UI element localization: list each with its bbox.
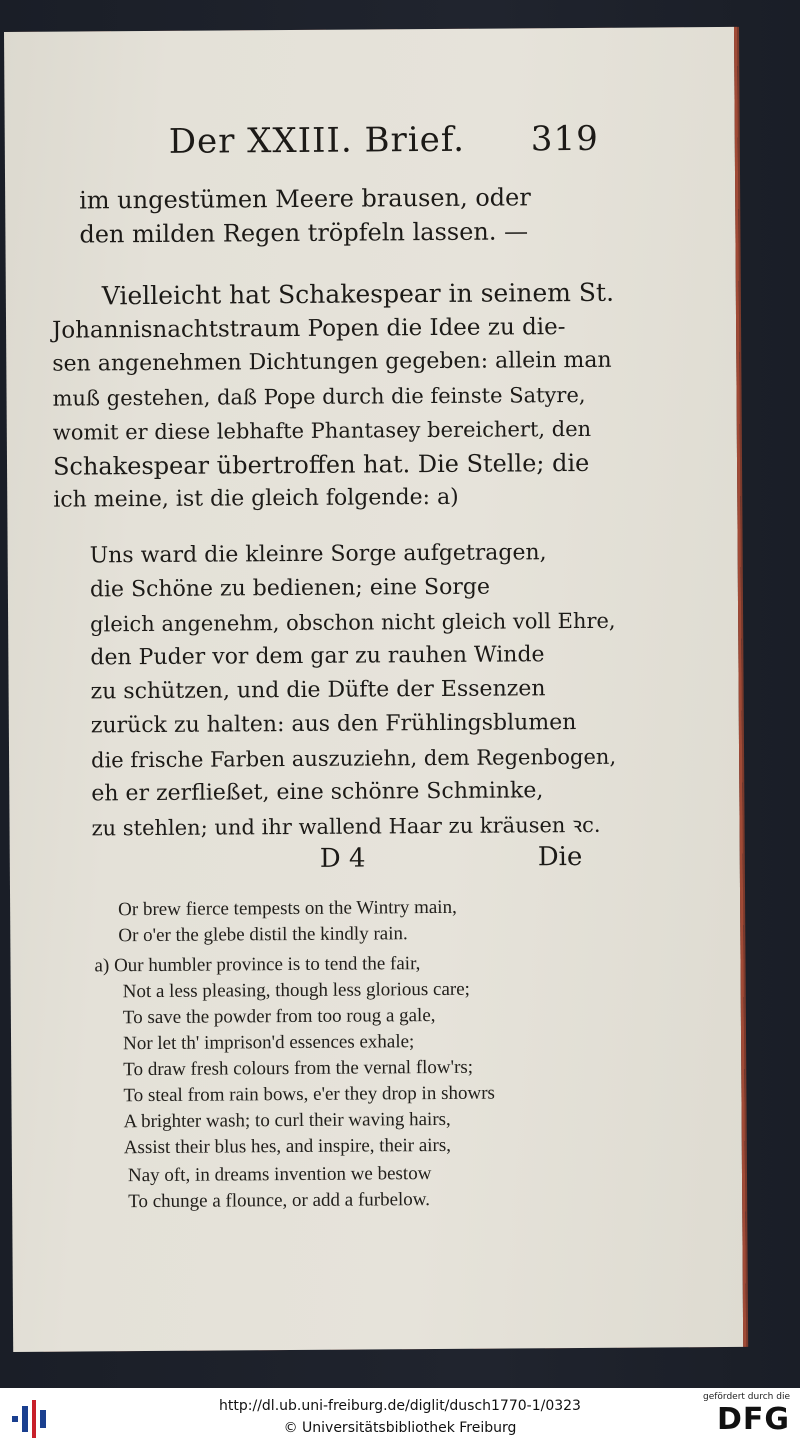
text-line: im ungestümen Meere brausen, oder	[79, 183, 531, 215]
viewer-footer	[0, 1388, 800, 1446]
text-line: ich meine, ist die gleich folgende: a)	[53, 484, 459, 513]
text-line: Schakespear übertroffen hat. Die Stelle; die	[52, 448, 590, 481]
dfg-funding-note: gefördert durch die	[703, 1392, 790, 1402]
english-footnote-line: Nor let th' imprison'd essences exhale;	[122, 1031, 415, 1055]
verse-line: zu schützen, und die Düfte der Essenzen	[90, 676, 546, 705]
text-line: muß gestehen, daß Pope durch die feinste Satyre,	[52, 382, 586, 411]
english-footnote-line: Assist their blus hes, and inspire, their airs,	[123, 1134, 452, 1159]
english-footnote-line: a) Our humbler province is to tend the fair,	[94, 953, 421, 977]
verse-line: gleich angenehm, obschon nicht gleich voll Ehre,	[90, 608, 616, 637]
header-title: Der XXIII. Brief.	[168, 119, 466, 162]
text-line: Johannisnachtstraum Popen die Idee zu die-	[51, 314, 566, 344]
text-line: den milden Regen tröpfeln lassen. —	[79, 217, 529, 249]
english-footnote-line: Or brew fierce tempests on the Wintry main,	[118, 896, 457, 921]
english-footnote-line: To chunge a flounce, or add a furbelow.	[128, 1189, 431, 1213]
catchword: Die	[537, 841, 583, 873]
verse-line: zurück zu halten: aus den Frühlingsblumen	[90, 710, 577, 739]
permalink-url[interactable]: http://dl.ub.uni-freiburg.de/diglit/dusch1770-1/0323	[219, 1398, 581, 1414]
verse-line: den Puder vor dem gar zu rauhen Winde	[90, 642, 545, 671]
verse-line: die Schöne zu bedienen; eine Sorge	[89, 574, 491, 603]
copyright-notice: © Universitätsbibliothek Freiburg	[283, 1420, 517, 1436]
text-line: sen angenehmen Dichtungen gegeben: allein man	[52, 347, 612, 377]
verse-line: die frische Farben auszuziehn, dem Regenbogen,	[91, 744, 617, 773]
english-footnote-line: Nay oft, in dreams invention we bestow	[127, 1163, 432, 1187]
english-footnote-line: Not a less pleasing, though less glorious care;	[122, 978, 470, 1003]
english-footnote-line: To save the powder from too roug a gale,	[122, 1005, 436, 1029]
verse-line: Uns ward die kleinre Sorge aufgetragen,	[89, 540, 547, 569]
page-number: 319	[530, 118, 599, 160]
book-page	[4, 27, 746, 1352]
english-footnote-line: To draw fresh colours from the vernal flow'rs;	[123, 1056, 474, 1081]
text-line: Vielleicht hat Schakespear in seinem St.	[101, 277, 615, 311]
running-header	[169, 114, 599, 167]
english-footnote-line: Or o'er the glebe distil the kindly rain.	[118, 923, 408, 947]
verse-line: zu stehlen; und ihr wallend Haar zu kräusen ꝛc.	[91, 812, 601, 841]
english-footnote-line: A brighter wash; to curl their waving hairs,	[123, 1108, 451, 1133]
text-line: womit er diese lebhafte Phantasey bereichert, den	[52, 416, 592, 445]
verse-line: eh er zerfließet, eine schönre Schminke,	[91, 778, 544, 807]
english-footnote-line: To steal from rain bows, e'er they drop in showrs	[123, 1082, 495, 1107]
signature-mark: D 4	[319, 843, 366, 874]
dfg-logo: DFG	[716, 1402, 790, 1437]
